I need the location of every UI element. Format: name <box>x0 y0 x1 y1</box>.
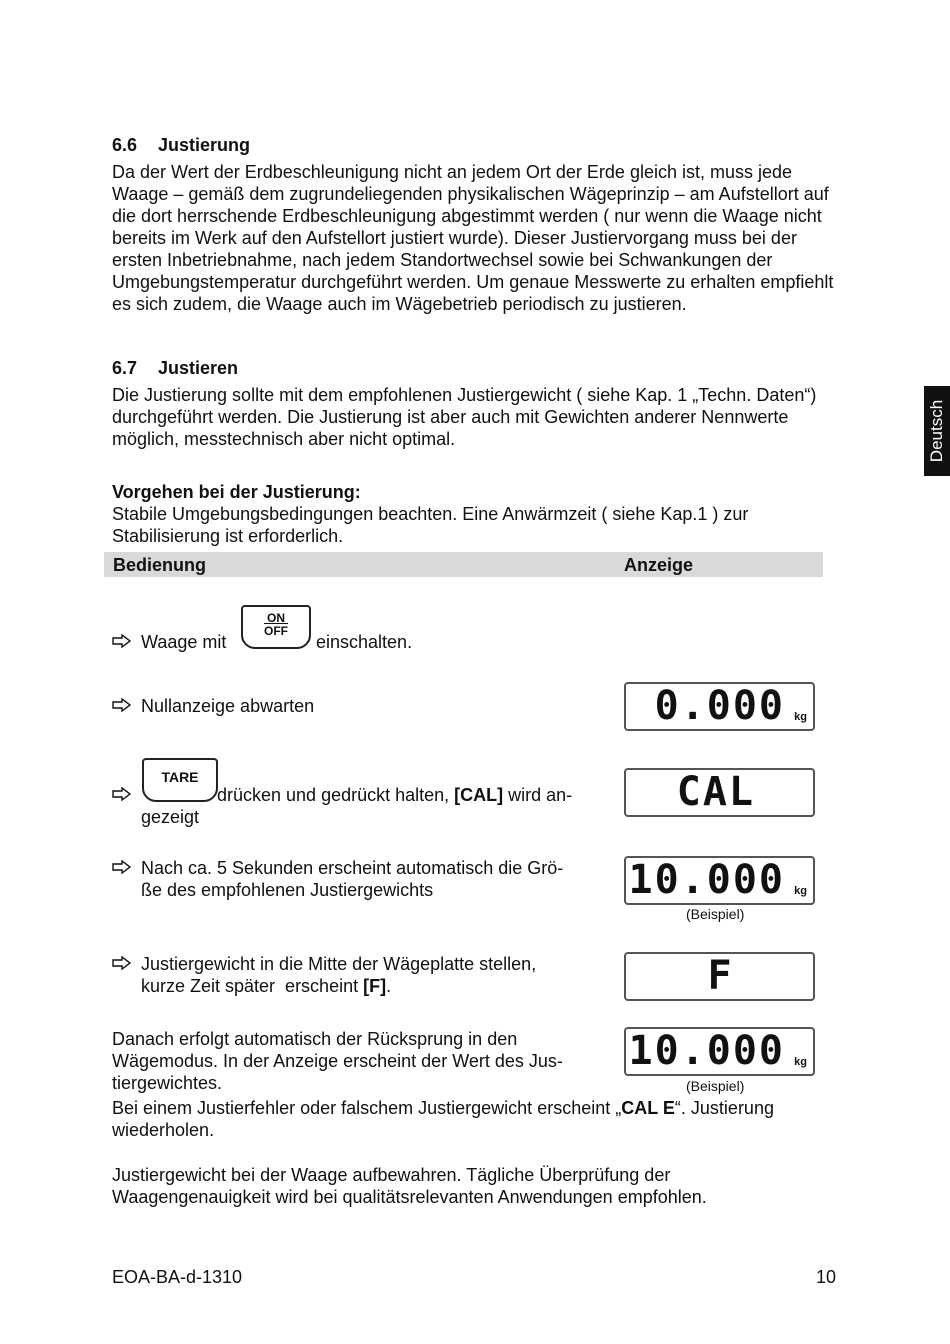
step-arrow-icon <box>112 787 132 801</box>
step-arrow-icon <box>112 956 132 970</box>
section-6-7-heading <box>112 357 238 379</box>
section-6-6-text: Da der Wert der Erdbeschleunigung nicht an jedem Ort der Erde gleich ist, muss jede Waage – gemäß dem zugrundeliegenden physikalischen Wägeprinzip – am Aufstellort auf die dort herrschende Erdbeschleunigung abgestimmt werden ( nur wenn die Waage nicht bereits im Werk auf den Aufstellort justiert wurde). Dieser Justiervorgang muss bei der ersten Inbetriebnahme, nach jedem Standortwechsel sowie bei Schwankungen der Umgebungstemperatur durchgeführt werden. Um genaue Messwerte zu erhalten empfiehlt es sich zudem, die Waage auch im Wägebetrieb periodisch zu justieren. <box>112 162 834 314</box>
on-off-key-bottom: $\overline{OFF}$ <box>264 624 288 638</box>
page-number: 10 <box>816 1267 837 1287</box>
step-arrow-icon <box>112 634 132 648</box>
after-line3: tiergewichtes. <box>112 1073 223 1093</box>
column-anzeige: Anzeige <box>624 555 694 575</box>
display-f <box>624 952 815 1001</box>
after-line2: Wägemodus. In der Anzeige erscheint der Wert des Jus- <box>112 1051 563 1071</box>
section-6-7-text: Die Justierung sollte mit dem empfohlenen Justiergewicht ( siehe Kap. 1 „Techn. Daten“) durchgeführt werden. Die Justierung ist aber auch mit Gewichten anderer Nennwerte möglich, messtechnisch aber nicht optimal. <box>112 385 817 449</box>
error-code: CAL E <box>621 1098 675 1118</box>
section-6-7-number: 6.7 <box>112 358 138 378</box>
display-result <box>624 1027 815 1076</box>
display-calweight-value: 10.000 <box>628 857 785 903</box>
step-4-line2: ße des empfohlenen Justiergewichts <box>141 880 434 900</box>
tare-key-icon <box>142 758 218 802</box>
step-5-f: [F] <box>363 976 387 996</box>
side-tab-deutsch <box>924 386 950 476</box>
section-6-6-number: 6.6 <box>112 135 138 155</box>
display-zero-unit: kg <box>794 711 807 723</box>
step-3-pre: drücken und gedrückt halten, <box>217 785 455 805</box>
step-3-cal: [CAL] <box>454 785 504 805</box>
display-zero-value: 0.000 <box>654 683 785 729</box>
step-5-line2 <box>141 975 391 997</box>
step-5-line1: Justiergewicht in die Mitte der Wägeplatte stellen, <box>141 954 537 974</box>
display-result-unit: kg <box>794 1056 807 1068</box>
display-result-value: 10.000 <box>628 1028 785 1074</box>
section-6-6-title: Justierung <box>158 135 251 155</box>
procedure-text: Stabile Umgebungsbedingungen beachten. Eine Anwärmzeit ( siehe Kap.1 ) zur Stabilisierung ist erforderlich. <box>112 504 749 546</box>
tare-key-label: TARE <box>161 769 199 785</box>
section-6-7-title: Justieren <box>158 358 239 378</box>
on-off-key-icon <box>241 605 311 649</box>
side-tab-label: Deutsch <box>927 399 946 463</box>
display-f-value: F <box>707 953 732 999</box>
example-caption: (Beispiel) <box>686 1078 745 1094</box>
procedure-title: Vorgehen bei der Justierung: <box>112 482 361 502</box>
error-text <box>112 1097 832 1141</box>
step-arrow-icon <box>112 698 132 712</box>
display-calweight <box>624 856 815 905</box>
display-cal-value: CAL <box>676 769 755 815</box>
step-3-post: wird an- <box>503 785 573 805</box>
table-header <box>104 552 823 577</box>
step-3-line1 <box>217 784 572 806</box>
on-off-key-top: ON <box>267 611 285 625</box>
step-5-post: . <box>386 976 392 996</box>
display-calweight-unit: kg <box>794 885 807 897</box>
column-bedienung: Bedienung <box>113 555 206 575</box>
example-caption: (Beispiel) <box>686 906 745 922</box>
step-4-line1: Nach ca. 5 Sekunden erscheint automatisch die Grö- <box>141 858 564 878</box>
display-zero <box>624 682 815 731</box>
step-2-text: Nullanzeige abwarten <box>141 696 315 716</box>
section-6-6-heading <box>112 134 250 156</box>
error-post: “. Justierung wiederholen. <box>112 1098 774 1140</box>
display-cal <box>624 768 815 817</box>
step-3-line2: gezeigt <box>141 807 200 827</box>
step-5-pre: kurze Zeit später erscheint <box>141 976 364 996</box>
footer-doc-id: EOA-BA-d-1310 <box>112 1267 243 1287</box>
storage-text: Justiergewicht bei der Waage aufbewahren. Tägliche Überprüfung der Waagengenauigkeit wird bei qualitätsrelevanten Anwendungen empfohlen. <box>112 1165 707 1207</box>
after-line1: Danach erfolgt automatisch der Rücksprung in den <box>112 1029 518 1049</box>
step-1-post: einschalten. <box>316 632 413 652</box>
error-pre: Bei einem Justierfehler oder falschem Justiergewicht erscheint „ <box>112 1098 622 1118</box>
step-1-pre: Waage mit <box>141 632 227 652</box>
step-arrow-icon <box>112 860 132 874</box>
